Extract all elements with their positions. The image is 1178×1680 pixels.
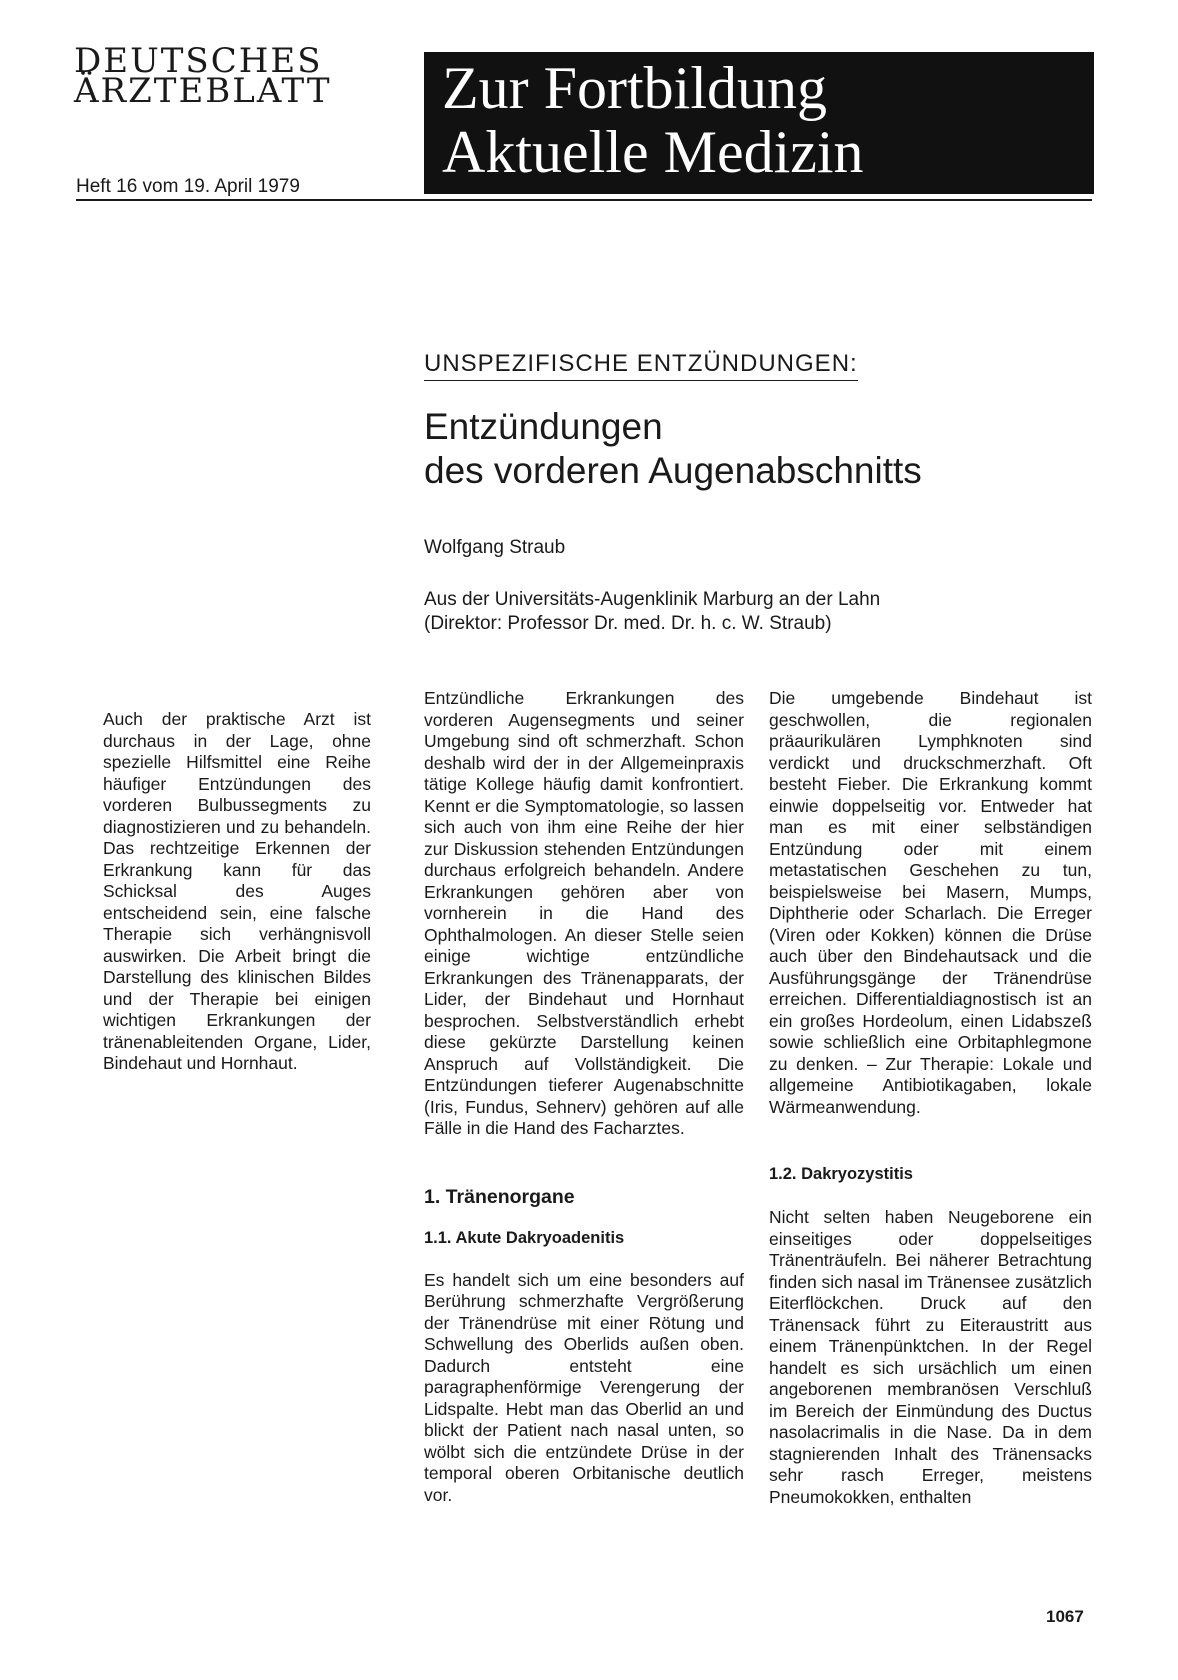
heading-dakryozystitis: 1.2. Dakryozystitis: [769, 1165, 913, 1183]
heading-tranenorgane: 1. Tränenorgane: [424, 1185, 575, 1208]
section-banner-line2: Aktuelle Medizin: [442, 119, 864, 185]
journal-logo: [74, 41, 394, 111]
abstract: [103, 709, 371, 1075]
section-label: UNSPEZIFISCHE ENTZÜNDUNGEN:: [424, 350, 858, 381]
article-title: [424, 405, 1074, 493]
journal-logo-line1: DEUTSCHES: [74, 41, 323, 81]
abstract-text: Auch der praktische Arzt ist durchaus in der Lage, ohne spezielle Hilfsmittel eine Reihe häufiger Entzündungen des vorderen Bulbussegments zu diagnostizieren und zu behandeln. Das rechtzeitige Erkennen der Erkrankung kann für das Schicksal des Auges entscheidend sein, eine falsche Therapie sich verhängnisvoll auswirken. Die Arbeit bringt die Darstellung des klinischen Bildes und der Therapie bei einigen wichtigen Erkrankungen der tränenableitenden Organe, Lider, Bindehaut und Hornhaut.: [103, 709, 371, 1073]
intro-paragraph: Entzündliche Erkrankungen des vorderen Augensegments und seiner Umgebung sind oft schmerzhaft. Schon deshalb wird der in der Allgemeinpraxis tätige Kollege häufig damit konfrontiert. Kennt er die Symptomatologie, so lassen sich auch von ihm eine Reihe der hier zur Diskussion stehenden Entzündungen durchaus erfolgreich behandeln. Andere Erkrankungen gehören aber von vornherein in die Hand des Ophthalmologen. An dieser Stelle seien einige wichtige entzündliche Erkrankungen des Tränenapparats, der Lider, der Bindehaut und Hornhaut besprochen. Selbstverständlich erhebt diese gekürzte Darstellung keinen Anspruch auf Vollständigkeit. Die Entzündungen tieferer Augenabschnitte (Iris, Fundus, Sehnerv) gehören auf alle Fälle in die Hand des Facharztes.: [424, 688, 744, 1138]
dakryoadenitis-paragraph: Es handelt sich um eine besonders auf Berührung schmerzhafte Vergrößerung der Tränendrüse mit einer Rötung und Schwellung des Oberlids außen oben. Dadurch entsteht eine paragraphenförmige Verengerung der Lidspalte. Hebt man das Oberlid an und blickt der Patient nach nasal unten, so wölbt sich die entzündete Drüse in der temporal oberen Orbitanische deutlich vor.: [424, 1269, 744, 1505]
section-banner: [424, 52, 1094, 194]
masthead-divider: [76, 199, 1092, 201]
affiliation-line1: Aus der Universitäts-Augenklinik Marburg an der Lahn: [424, 589, 881, 610]
issue-info: Heft 16 vom 19. April 1979: [76, 176, 300, 197]
affiliation: [424, 588, 880, 636]
affiliation-line2: (Direktor: Professor Dr. med. Dr. h. c. W. Straub): [424, 613, 832, 634]
article-title-line2: des vorderen Augenabschnitts: [424, 450, 922, 491]
article-title-line1: Entzündungen: [424, 406, 663, 447]
section-banner-line1: Zur Fortbildung: [442, 55, 827, 121]
journal-logo-line2: ÄRZTEBLATT: [74, 71, 332, 111]
continued-paragraph: Die umgebende Bindehaut ist geschwollen, die regionalen präaurikulären Lymphknoten sind verdickt und druckschmerzhaft. Oft besteht Fieber. Die Erkrankung kommt einwie doppelseitig vor. Entweder hat man es mit einer selbständigen Entzündung oder mit einem metastatischen Geschehen zu tun, beispielsweise bei Masern, Mumps, Diphtherie oder Scharlach. Die Erreger (Viren oder Kokken) können die Drüse auch über den Bindehautsack und die Ausführungsgänge der Tränendrüse erreichen. Differentialdiagnostisch ist an ein großes Hordeolum, einen Lidabszeß sowie schließlich eine Orbitaphlegmone zu denken. – Zur Therapie: Lokale und allgemeine Antibiotikagaben, lokale Wärmeanwendung.: [769, 688, 1092, 1117]
dakryozystitis-paragraph: Nicht selten haben Neugeborene ein einseitiges oder doppelseitiges Tränenträufeln. Bei näherer Betrachtung finden sich nasal im Tränensee zusätzlich Eiterflöckchen. Druck auf den Tränensack führt zu Eiteraustritt aus einem Tränenpünktchen. In der Regel handelt es sich ursächlich um einen angeborenen membranösen Verschluß im Bereich der Einmündung des Ductus nasolacrimalis in die Nase. Da in dem stagnierenden Inhalt des Tränensacks sehr rasch Erreger, meistens Pneumokokken, enthalten: [769, 1207, 1092, 1507]
page-number: 1067: [1046, 1607, 1084, 1626]
heading-dakryoadenitis: 1.1. Akute Dakryoadenitis: [424, 1228, 625, 1247]
body-column-2: [424, 688, 744, 1506]
author: Wolfgang Straub: [424, 537, 566, 558]
body-column-3: [769, 688, 1092, 1508]
